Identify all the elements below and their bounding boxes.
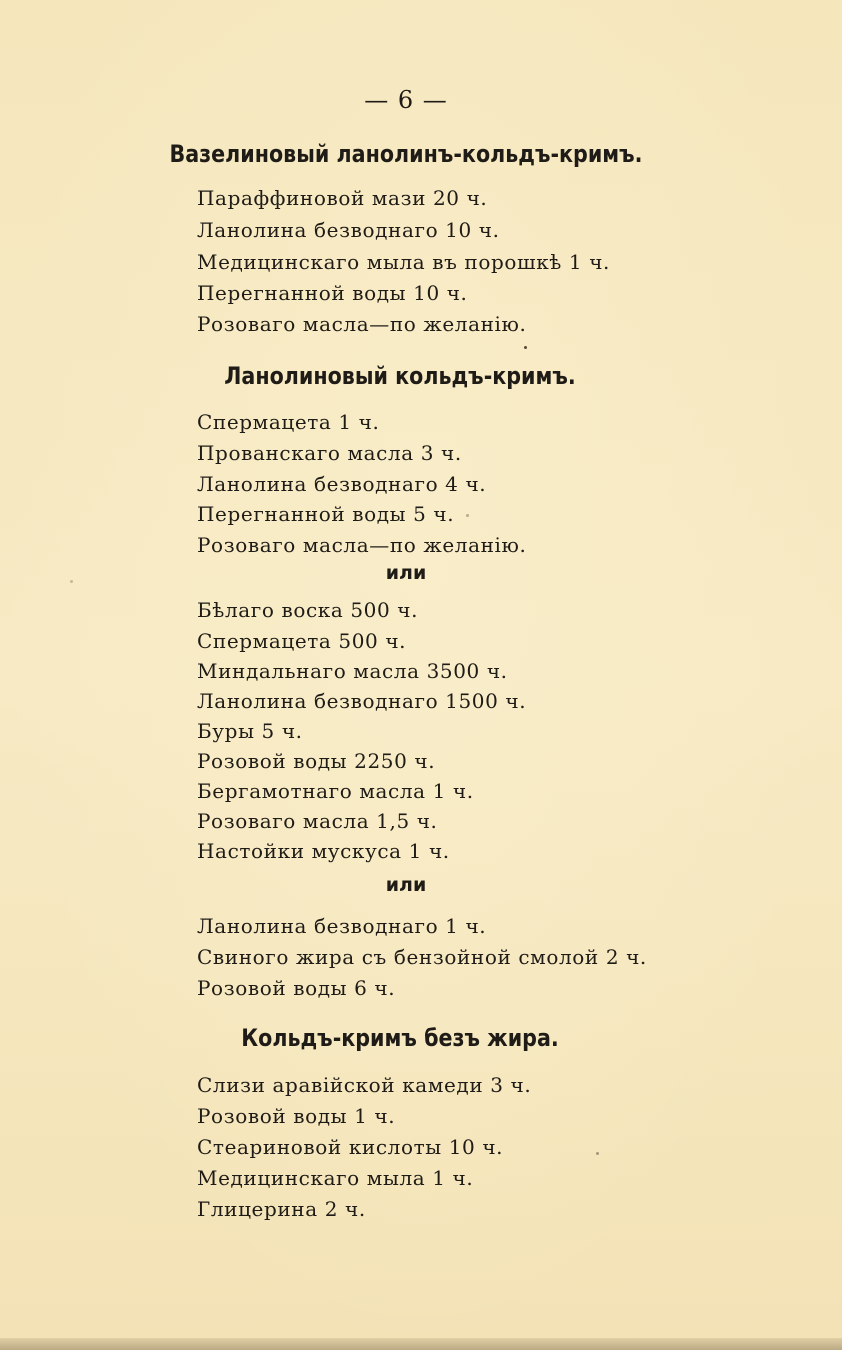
or-separator: или [385, 874, 427, 896]
recipe-line: Бѣлаго воска 500 ч. [197, 598, 419, 622]
recipe-line: Бергамотнаго масла 1 ч. [197, 779, 474, 803]
recipe-line: Спермацета 1 ч. [197, 410, 380, 434]
recipe-line: Стеариновой кислоты 10 ч. [197, 1135, 504, 1159]
recipe-line: Розоваго масла—по желанію. [197, 312, 527, 336]
recipe-line: Розовой воды 1 ч. [197, 1104, 396, 1128]
recipe-line: Глицерина 2 ч. [197, 1197, 366, 1221]
paper-speck [596, 1152, 599, 1155]
recipe-line: Спермацета 500 ч. [197, 629, 407, 653]
recipe-line: Слизи аравійской камеди 3 ч. [197, 1073, 532, 1097]
recipe-line: Буры 5 ч. [197, 719, 303, 743]
recipe-line: Медицинскаго мыла 1 ч. [197, 1166, 474, 1190]
or-separator: или [385, 562, 427, 584]
recipe-line: Ланолина безводнаго 1500 ч. [197, 689, 527, 713]
recipe-line: Розоваго масла—по желанію. [197, 533, 527, 557]
recipe-line: Розоваго масла 1,5 ч. [197, 809, 438, 833]
recipe-line: Миндальнаго масла 3500 ч. [197, 659, 508, 683]
recipe-line: Перегнанной воды 10 ч. [197, 281, 468, 305]
recipe-line: Ланолина безводнаго 10 ч. [197, 218, 500, 242]
paper-speck [70, 580, 73, 583]
section-heading-fatless-cream: Кольдъ-кримъ безъ жира. [241, 1024, 559, 1052]
recipe-line: Ланолина безводнаго 1 ч. [197, 914, 487, 938]
recipe-line: Перегнанной воды 5 ч. [197, 502, 455, 526]
page-bottom-edge [0, 1338, 842, 1350]
recipe-line: Прованскаго масла 3 ч. [197, 441, 462, 465]
recipe-line: Настойки мускуса 1 ч. [197, 839, 450, 863]
page-number: — 6 — [364, 86, 448, 114]
section-heading-vaseline-cream: Вазелиновый ланолинъ-кольдъ-кримъ. [169, 140, 643, 168]
section-heading-lanolin-cream: Ланолиновый кольдъ-кримъ. [224, 362, 576, 390]
recipe-line: Медицинскаго мыла въ порошкѣ 1 ч. [197, 250, 610, 274]
recipe-line: Розовой воды 2250 ч. [197, 749, 436, 773]
paper-speck [524, 346, 527, 349]
recipe-line: Параффиновой мази 20 ч. [197, 186, 488, 210]
recipe-line: Розовой воды 6 ч. [197, 976, 396, 1000]
paper-speck [466, 514, 469, 517]
recipe-line: Ланолина безводнаго 4 ч. [197, 472, 487, 496]
recipe-line: Свиного жира съ бензойной смолой 2 ч. [197, 945, 647, 969]
